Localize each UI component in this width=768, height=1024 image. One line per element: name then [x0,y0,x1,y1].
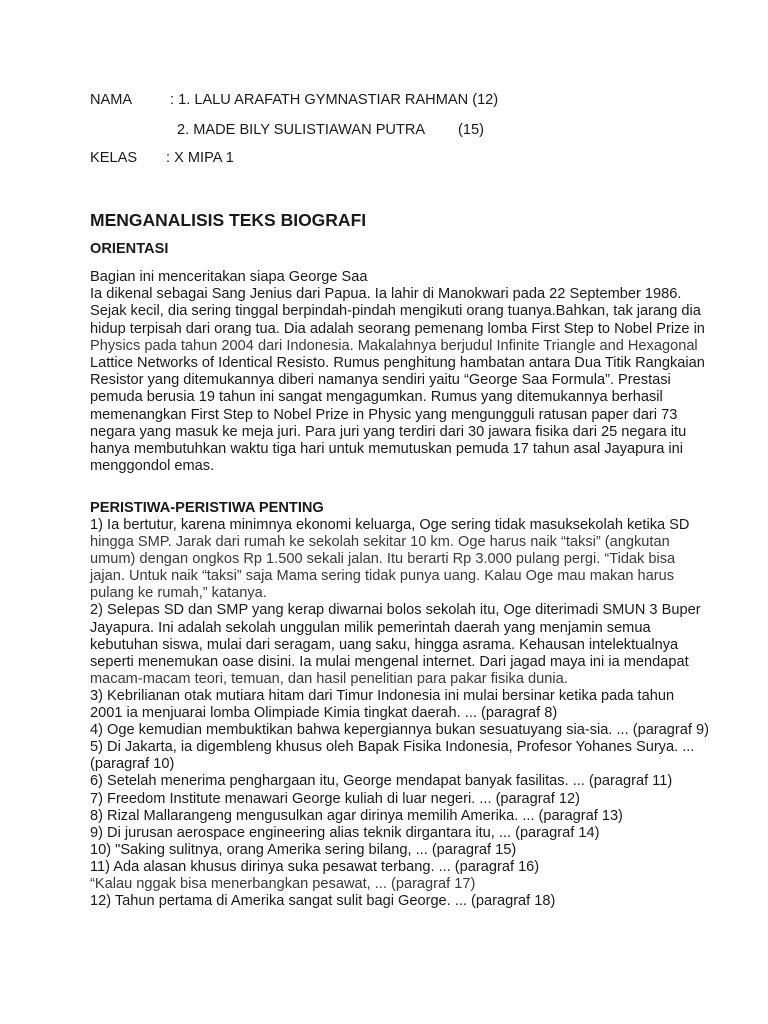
nama-value-1: : 1. LALU ARAFATH GYMNASTIAR RAHMAN (12) [170,92,499,108]
peristiwa-heading: PERISTIWA-PERISTIWA PENTING [90,500,324,516]
orientasi-line: Physics pada tahun 2004 dari Indonesia. Makalahnya berjudul Infinite Triangle and Hexagonal [90,337,698,354]
orientasi-line: hanya membutuhkan waktu tiga hari untuk memutuskan pemuda 17 tahun asal Jayapura ini [90,440,684,457]
peristiwa-line: 1) Ia bertutur, karena minimnya ekonomi keluarga, Oge sering tidak masuksekolah ketika SD [90,517,690,533]
peristiwa-line: 11) Ada alasan khusus dirinya suka pesawat terbang. ... (paragraf 16) [90,858,540,875]
orientasi-line: Resistor yang ditemukannya diberi namanya sendiri yaitu “George Saa Formula”. Prestasi [90,372,671,389]
peristiwa-list [90,517,709,910]
orientasi-line: pemuda berusia 19 tahun ini sangat mengagumkan. Rumus yang ditemukannya berhasil [90,389,663,406]
peristiwa-line: macam-macam teori, temuan, dan hasil penelitian para pakar fisika dunia. [90,670,568,687]
orientasi-line: Bagian ini menceritakan siapa George Saa [90,269,368,285]
orientasi-line: menggondol emas. [90,458,215,475]
orientasi-paragraph [90,269,705,475]
peristiwa-line: 4) Oge kemudian membuktikan bahwa kepergiannya bukan sesuatuyang sia-sia. ... (paragraf 9) [90,722,709,739]
orientasi-line: Sejak kecil, dia sering tinggal berpindah-pindah mengikuti orang tuanya.Bahkan, tak jarang dia [90,303,701,320]
peristiwa-line: “Kalau nggak bisa menerbangkan pesawat, ... (paragraf 17) [90,875,476,892]
peristiwa-line: hingga SMP. Jarak dari rumah ke sekolah sekitar 10 km. Oge harus naik “taksi” (angkutan [90,534,670,551]
peristiwa-line: seperti menemukan oase disini. Ia mulai mengenal internet. Dari jagad maya ini ia mendapat [90,653,689,670]
orientasi-line: Lattice Networks of Identical Resisto. Rumus penghitung hambatan antara Dua Titik Rangkaian [90,354,705,371]
peristiwa-line: (paragraf 10) [90,756,175,773]
peristiwa-line: 2001 ia menjuarai lomba Olimpiade Kimia tingkat daerah. ... (paragraf 8) [90,705,558,722]
kelas-label: KELAS [90,150,138,166]
nama-value-2-number: (15) [458,122,484,138]
peristiwa-line: 5) Di Jakarta, ia digembleng khusus oleh Bapak Fisika Indonesia, Profesor Yohanes Surya. ... [90,739,695,756]
peristiwa-line: umum) dengan ongkos Rp 1.500 sekali jalan. Itu berarti Rp 3.000 pulang pergi. “Tidak bisa [90,551,676,568]
peristiwa-line: 7) Freedom Institute menawari George kuliah di luar negeri. ... (paragraf 12) [90,790,580,807]
peristiwa-line: 6) Setelah menerima penghargaan itu, George mendapat banyak fasilitas. ... (paragraf 11) [90,773,673,790]
peristiwa-line: 2) Selepas SD dan SMP yang kerap diwarnai bolos sekolah itu, Oge diterimadi SMUN 3 Buper [90,602,701,619]
peristiwa-line: pulang ke rumah,” katanya. [90,585,267,602]
kelas-value: : X MIPA 1 [166,150,234,166]
nama-label: NAMA [90,92,133,108]
orientasi-line: Ia dikenal sebagai Sang Jenius dari Papua. Ia lahir di Manokwari pada 22 September 1986. [90,286,682,303]
document-title: MENGANALISIS TEKS BIOGRAFI [90,210,367,230]
peristiwa-line: 3) Kebrilianan otak mutiara hitam dari Timur Indonesia ini mulai bersinar ketika pada tahun [90,687,675,704]
peristiwa-line: 12) Tahun pertama di Amerika sangat sulit bagi George. ... (paragraf 18) [90,893,556,910]
peristiwa-line: jajan. Untuk naik “taksi” saja Mama sering tidak punya uang. Kalau Oge mau makan harus [90,568,675,585]
peristiwa-line: 9) Di jurusan aerospace engineering alias teknik dirgantara itu, ... (paragraf 14) [90,824,600,841]
orientasi-heading: ORIENTASI [90,241,169,257]
peristiwa-line: 8) Rizal Mallarangeng mengusulkan agar dirinya memilih Amerika. ... (paragraf 13) [90,807,623,824]
peristiwa-line: 10) "Saking sulitnya, orang Amerika sering bilang, ... (paragraf 15) [90,841,517,858]
orientasi-line: memenangkan First Step to Nobel Prize in Physic yang mengungguli ratusan paper dari 73 [90,406,678,423]
orientasi-line: hidup terpisah dari orang tua. Dia adalah seorang pemenang lomba First Step to Nobel Prize in [90,320,705,337]
peristiwa-line: kebutuhan siswa, mulai dari seragam, uang saku, hingga asrama. Kehausan intelektualnya [90,636,679,653]
orientasi-line: negara yang masuk ke meja juri. Para juri yang terdiri dari 30 jawara fisika dari 25 negara itu [90,423,687,440]
nama-value-2: 2. MADE BILY SULISTIAWAN PUTRA [177,122,426,138]
peristiwa-line: Jayapura. Ini adalah sekolah unggulan milik pemerintah daerah yang menjamin semua [90,619,651,636]
